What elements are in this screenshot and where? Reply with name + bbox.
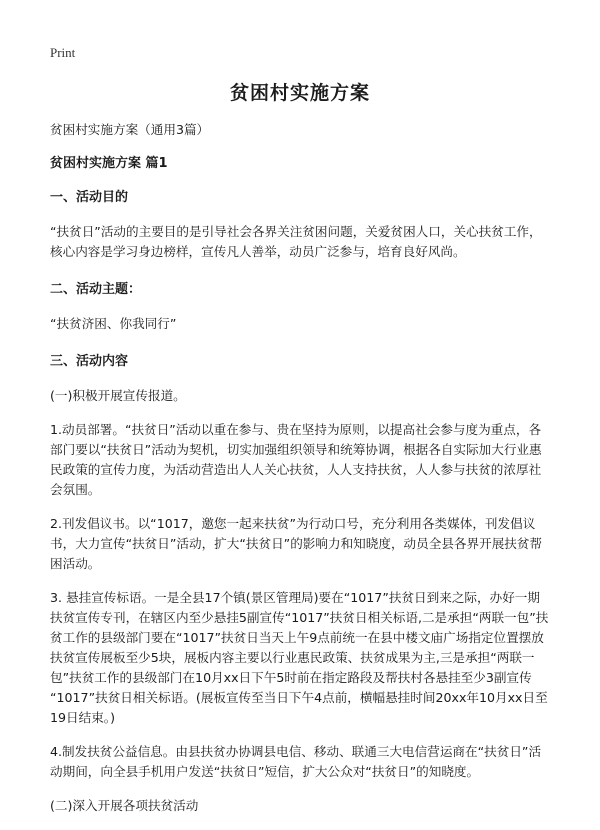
section-heading-content: 三、活动内容	[50, 354, 129, 369]
document-subtitle: 贫困村实施方案（通用3篇）	[50, 122, 210, 137]
document-body	[50, 120, 552, 830]
section-heading-theme: 二、活动主题：	[50, 282, 142, 297]
print-link[interactable]: Print	[50, 45, 76, 60]
paragraph-item-3: 3. 悬挂宣传标语。一是全县17个镇(景区管理局)要在“1017”扶贫日到来之际，办好一期扶贫宣传专刊，在辖区内至少悬挂5副宣传“1017”扶贫日相关标语,二是承担“两联一包”扶贫工作的县级部门要在“1017”扶贫日当天上午9点前统一在县中楼文庙广场指定位置摆放扶贫宣传展板至少5块，展板内容主要以行业惠民政策、扶贫成果为主,三是承担“两联一包”扶贫工作的县级部门在10月xx日下午5时前在指定路段及帮扶村各悬挂至少3副宣传 “1017”扶贫日相关标语。(展板宣传至当日下午4点前，横幅悬挂时间20xx年10月xx日至19日结束。)	[50, 590, 549, 725]
section-heading-purpose: 一、活动目的	[50, 190, 129, 205]
paragraph-item-2: 2.刊发倡议书。以“1017，邀您一起来扶贫”为行动口号，充分利用各类媒体，刊发倡议书，大力宣传“扶贫日”活动，扩大“扶贫日”的影响力和知晓度，动员全县各界开展扶贫帮困活动。	[50, 516, 543, 571]
subsection-activities: (二)深入开展各项扶贫活动	[50, 798, 199, 813]
subsection-publicity: (一)积极开展宣传报道。	[50, 388, 186, 403]
article-heading: 贫困村实施方案 篇1	[50, 156, 168, 171]
paragraph-item-1: 1.动员部署。“扶贫日”活动以重在参与、贵在坚持为原则，以提高社会参与度为重点，各部门要以“扶贫日”活动为契机，切实加强组织领导和统筹协调，根据各自实际加大行业惠民政策的宣传力度，为活动营造出人人关心扶贫，人人支持扶贫，人人参与扶贫的浓厚社会氛围。	[50, 422, 542, 497]
section-text-theme: “扶贫济困、你我同行”	[50, 316, 177, 331]
section-text-purpose: “扶贫日”活动的主要目的是引导社会各界关注贫困问题，关爱贫困人口，关心扶贫工作，核心内容是学习身边榜样，宣传凡人善举，动员广泛参与，培育良好风尚。	[50, 224, 542, 259]
page-title: 贫困村实施方案	[229, 82, 370, 104]
paragraph-item-4: 4.制发扶贫公益信息。由县扶贫办协调县电信、移动、联通三大电信营运商在“扶贫日”活动期间，向全县手机用户发送“扶贫日”短信，扩大公众对“扶贫日”的知晓度。	[50, 744, 542, 779]
